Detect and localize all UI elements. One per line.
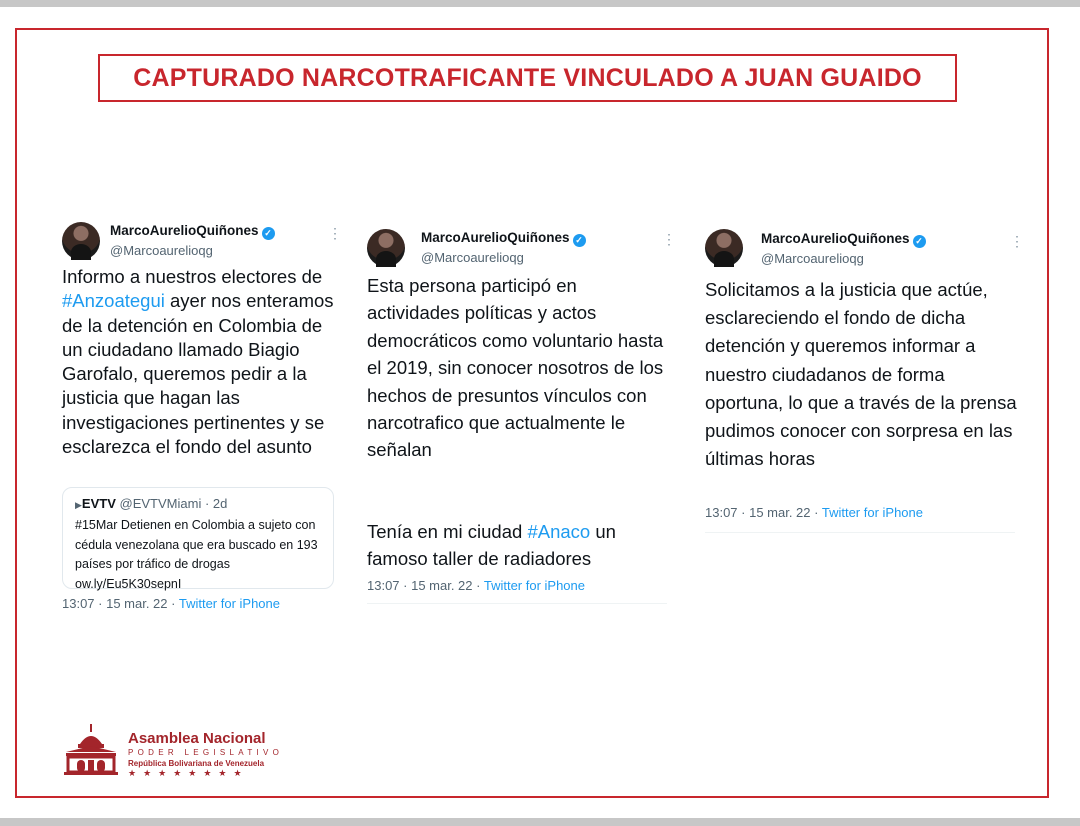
tweet-handle[interactable]: @Marcoaurelioqg (421, 250, 524, 265)
tweet-timestamp: 13:07 · 15 mar. 22 · Twitter for iPhone (705, 505, 923, 520)
tweet-text-paragraph-1: Esta persona participó en actividades políticas y actos democráticos como voluntario hasta el 2019, sin conocer nosotros de los hechos de presuntos vínculos con narcotrafico que actualmente le señalan (367, 275, 664, 461)
capitol-building-icon (64, 724, 120, 776)
avatar[interactable] (367, 229, 405, 267)
tweet-timestamp: 13:07 · 15 mar. 22 · Twitter for iPhone (367, 578, 585, 593)
more-options-icon[interactable]: ⋮ (662, 231, 676, 247)
avatar[interactable] (62, 222, 100, 260)
hashtag-link[interactable]: #Anaco (527, 521, 591, 542)
headline-box (98, 54, 957, 102)
verified-badge-icon: ✓ (913, 235, 926, 248)
tweet-source-link[interactable]: Twitter for iPhone (483, 578, 585, 593)
quoted-tweet-header: ▶EVTV @EVTVMiami · 2d (75, 496, 228, 511)
tweet-text-paragraph-2: Tenía en mi ciudad #Anaco un famoso taller de radiadores (367, 521, 616, 570)
tweet-handle[interactable]: @Marcoaurelioqg (110, 243, 213, 258)
tweet-source-link[interactable]: Twitter for iPhone (821, 505, 923, 520)
tweet-username[interactable]: MarcoAurelioQuiñones ✓ (761, 231, 926, 248)
verified-badge-icon: ✓ (262, 227, 275, 240)
tweet-text: Solicitamos a la justicia que actúe, esclareciendo el fondo de dicha detención y queremos informar a nuestro ciudadanos de forma oportuna, lo que a través de la prensa pudimos conocer con sorpresa en las últimas horas (705, 279, 1017, 470)
logo-stars: ★★★★★★★★ (128, 768, 249, 778)
quoted-tweet[interactable] (62, 487, 334, 589)
bottom-border-strip (0, 818, 1080, 826)
logo-subtitle: PODER LEGISLATIVO (128, 748, 284, 757)
hashtag-link[interactable]: #Anzoategui (62, 290, 165, 312)
headline-title: CAPTURADO NARCOTRAFICANTE VINCULADO A JUAN GUAIDO (133, 63, 922, 92)
avatar[interactable] (705, 229, 743, 267)
tweet-handle[interactable]: @Marcoaurelioqg (761, 251, 864, 266)
quoted-tweet-text: #15Mar Detienen en Colombia a sujeto con cédula venezolana que era buscado en 193 países por tráfico de drogas ow.ly/Eu5K30sepnI (75, 518, 318, 591)
tweet-username[interactable]: MarcoAurelioQuiñones ✓ (110, 223, 275, 240)
tweet-divider (705, 532, 1015, 533)
tweet-timestamp: 13:07 · 15 mar. 22 · Twitter for iPhone (62, 596, 280, 611)
more-options-icon[interactable]: ⋮ (1010, 233, 1024, 249)
verified-badge-icon: ✓ (573, 234, 586, 247)
tweet-source-link[interactable]: Twitter for iPhone (178, 596, 280, 611)
more-options-icon[interactable]: ⋮ (328, 225, 342, 241)
top-border-strip (0, 0, 1080, 7)
tweet-text: Informo a nuestros electores de #Anzoategui ayer nos enteramos de la detención en Colombia de un ciudadano llamado Biagio Garofalo, queremos pedir a la justicia que hagan las investigaciones pertinentes y se esclarezca el fondo del asunto (62, 266, 334, 458)
play-icon: ▶ (75, 500, 82, 510)
tweet-divider (367, 603, 667, 604)
tweet-username[interactable]: MarcoAurelioQuiñones ✓ (421, 230, 586, 247)
logo-name: Asamblea Nacional (128, 730, 266, 747)
logo-country: República Bolivariana de Venezuela (128, 759, 265, 768)
